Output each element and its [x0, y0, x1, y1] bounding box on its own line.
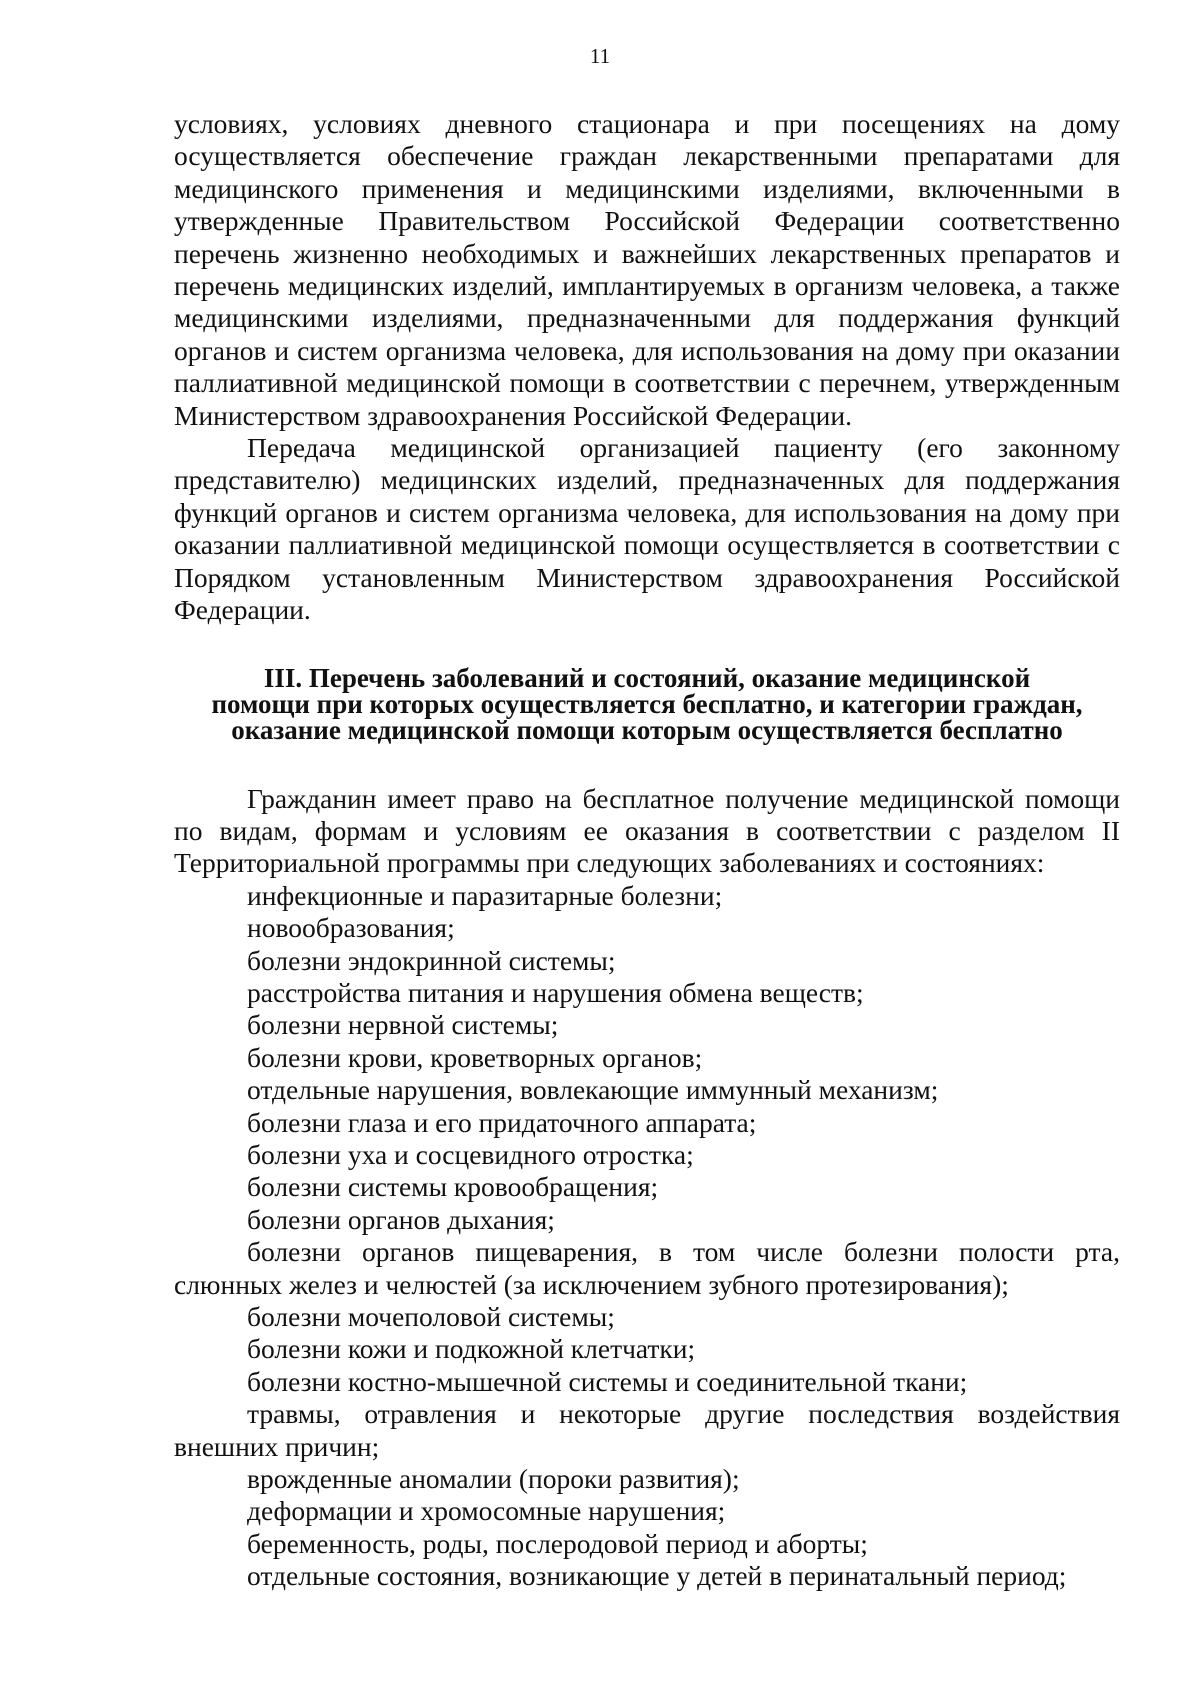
list-item: болезни системы кровообращения; — [247, 1171, 659, 1203]
list-item: расстройства питания и нарушения обмена веществ; — [247, 976, 864, 1008]
list-item: новообразования; — [247, 912, 455, 944]
document-body — [174, 108, 1120, 1593]
list-item: деформации и хромосомные нарушения; — [247, 1495, 726, 1527]
list-item: травмы, отравления и некоторые другие последствия воздействия внешних причин; — [174, 1398, 1120, 1462]
list-item: отдельные состояния, возникающие у детей в перинатальный период; — [247, 1560, 1067, 1592]
page-number: 11 — [589, 44, 611, 68]
conditions-list — [174, 880, 1120, 1593]
list-item: беременность, роды, послеродовой период и аборты; — [247, 1527, 868, 1559]
list-item: болезни мочеполовой системы; — [247, 1301, 615, 1332]
list-item: инфекционные и паразитарные болезни; — [247, 879, 723, 911]
section-heading-line: помощи при которых осуществляется бесплатно, и категории граждан, — [211, 688, 1083, 719]
paragraph-continued: условиях, условиях дневного стационара и при посещениях на дому осуществляется обеспечение граждан лекарственными препаратами для медицинского применения и медицинскими изделиями, включенными в утвержденные Правительством Российской Федерации соответственно перечень жизненно необходимых и важнейших лекарственных препаратов и перечень медицинских изделий, имплантируемых в организм человека, а также медицинскими изделиями, предназначенными для поддержания функций органов и систем организма человека, для использования на дому при оказании паллиативной медицинской помощи в соответствии с перечнем, утвержденным Министерством здравоохранения Российской Федерации. — [174, 108, 1120, 431]
paragraph-transfer-devices: Передача медицинской организацией пациенту (его законному представителю) медицинских изделий, предназначенных для поддержания функций органов и систем организма человека, для использования на дому при оказании паллиативной медицинской помощи осуществляется в соответствии с Порядком установленным Министерством здравоохранения Российской Федерации. — [174, 432, 1120, 626]
list-item: болезни костно-мышечной системы и соединительной ткани; — [247, 1365, 968, 1397]
list-item: болезни крови, кроветворных органов; — [247, 1041, 703, 1073]
section-heading-line: оказание медицинской помощи которым осуществляется бесплатно — [231, 714, 1063, 745]
list-item: болезни кожи и подкожной клетчатки; — [247, 1333, 696, 1365]
list-item: болезни органов дыхания; — [247, 1203, 555, 1235]
list-item: болезни эндокринной системы; — [247, 944, 616, 976]
list-item: болезни глаза и его придаточного аппарата; — [247, 1106, 757, 1138]
intro-paragraph: Гражданин имеет право на бесплатное получение медицинской помощи по видам, формам и условиям ее оказания в соответствии с разделом II Территориальной программы при следующих заболеваниях и состояниях: — [174, 782, 1120, 879]
section-heading-line: III. Перечень заболеваний и состояний, оказание медицинской — [263, 662, 1031, 693]
list-item: болезни уха и сосцевидного отростка; — [247, 1138, 694, 1170]
list-item: болезни органов пищеварения, в том числе болезни полости рта, слюнных желез и челюстей (за исключением зубного протезирования); — [174, 1236, 1120, 1300]
list-item: болезни нервной системы; — [247, 1009, 559, 1041]
section-heading — [174, 662, 1120, 745]
list-item: отдельные нарушения, вовлекающие иммунный механизм; — [247, 1074, 939, 1106]
list-item: врожденные аномалии (пороки развития); — [247, 1463, 740, 1495]
